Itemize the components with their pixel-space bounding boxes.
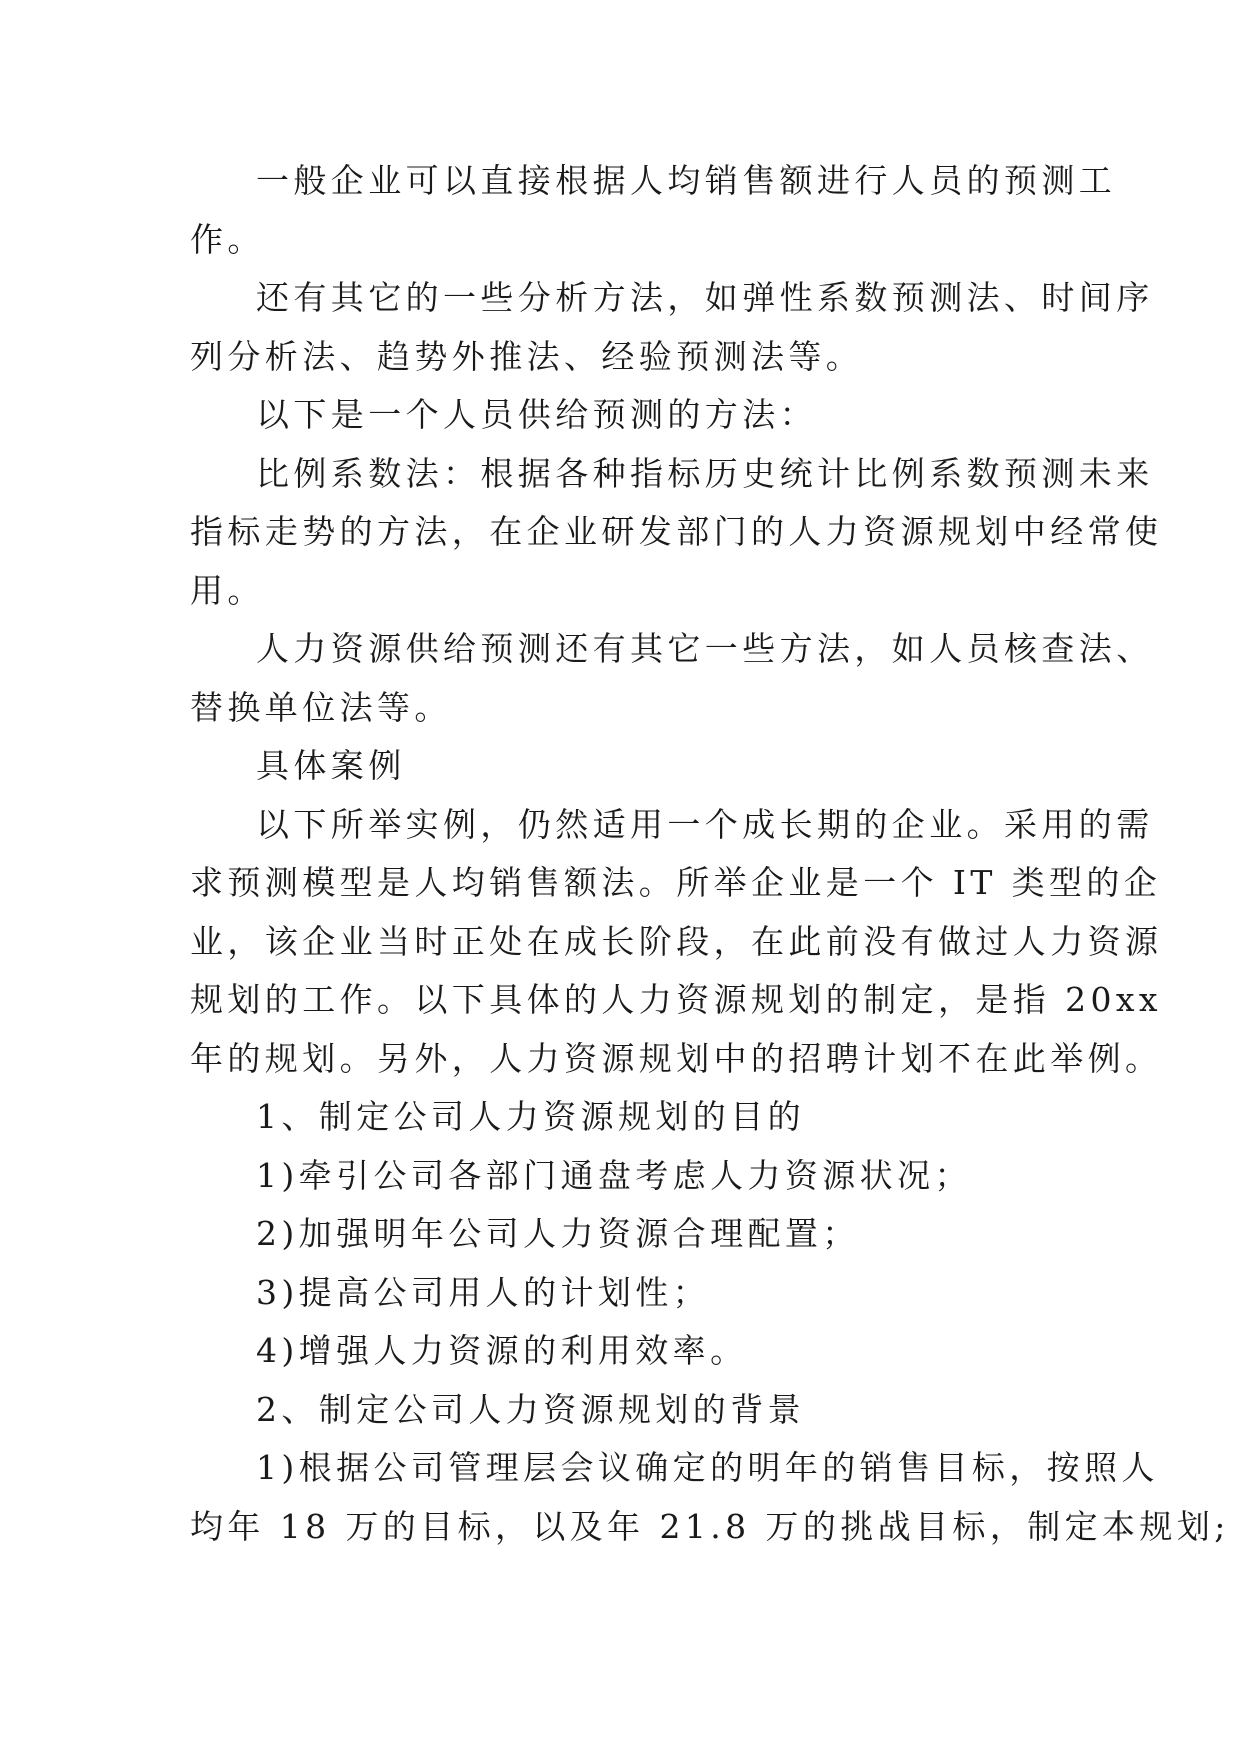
text-line: 均年 18 万的目标，以及年 21.8 万的挑战目标，制定本规划;: [190, 1506, 1230, 1546]
text-line: 一般企业可以直接根据人均销售额进行人员的预测工: [256, 161, 1117, 200]
document-body: [190, 152, 1230, 1556]
text-line: 业，该企业当时正处在成长阶段，在此前没有做过人力资源: [190, 921, 1163, 961]
text-line: 3)提高公司用人的计划性；: [256, 1272, 711, 1312]
text-line: 比例系数法：根据各种指标历史统计比例系数预测未来: [256, 453, 1154, 493]
text-line: 还有其它的一些分析方法，如弹性系数预测法、时间序: [256, 278, 1154, 317]
text-line: 年的规划。另外，人力资源规划中的招聘计划不在此举例。: [190, 1038, 1163, 1078]
text-line: 2)加强明年公司人力资源合理配置；: [256, 1214, 860, 1253]
text-line: 用。: [190, 570, 265, 610]
text-line: 以下是一个人员供给预测的方法：: [256, 395, 817, 434]
text-line: 替换单位法等。: [190, 687, 452, 727]
text-line: 具体案例: [256, 746, 406, 785]
text-line: 4)增强人力资源的利用效率。: [256, 1331, 748, 1370]
text-line: 列分析法、趋势外推法、经验预测法等。: [190, 336, 864, 376]
text-line: 以下所举实例，仍然适用一个成长期的企业。采用的需: [256, 804, 1154, 844]
text-line: 作。: [190, 219, 265, 259]
text-line: 2、制定公司人力资源规划的背景: [256, 1389, 805, 1429]
text-line: 指标走势的方法，在企业研发部门的人力资源规划中经常使: [190, 512, 1163, 551]
text-line: 1)根据公司管理层会议确定的明年的销售目标，按照人: [256, 1448, 1159, 1487]
text-line: 规划的工作。以下具体的人力资源规划的制定，是指 20xx: [190, 980, 1162, 1019]
text-line: 1)牵引公司各部门通盘考虑人力资源状况；: [256, 1155, 972, 1195]
text-line: 求预测模型是人均销售额法。所举企业是一个 IT 类型的企: [190, 863, 1162, 902]
text-line: 1、制定公司人力资源规划的目的: [256, 1097, 805, 1136]
text-line: 人力资源供给预测还有其它一些方法，如人员核查法、: [256, 629, 1154, 668]
